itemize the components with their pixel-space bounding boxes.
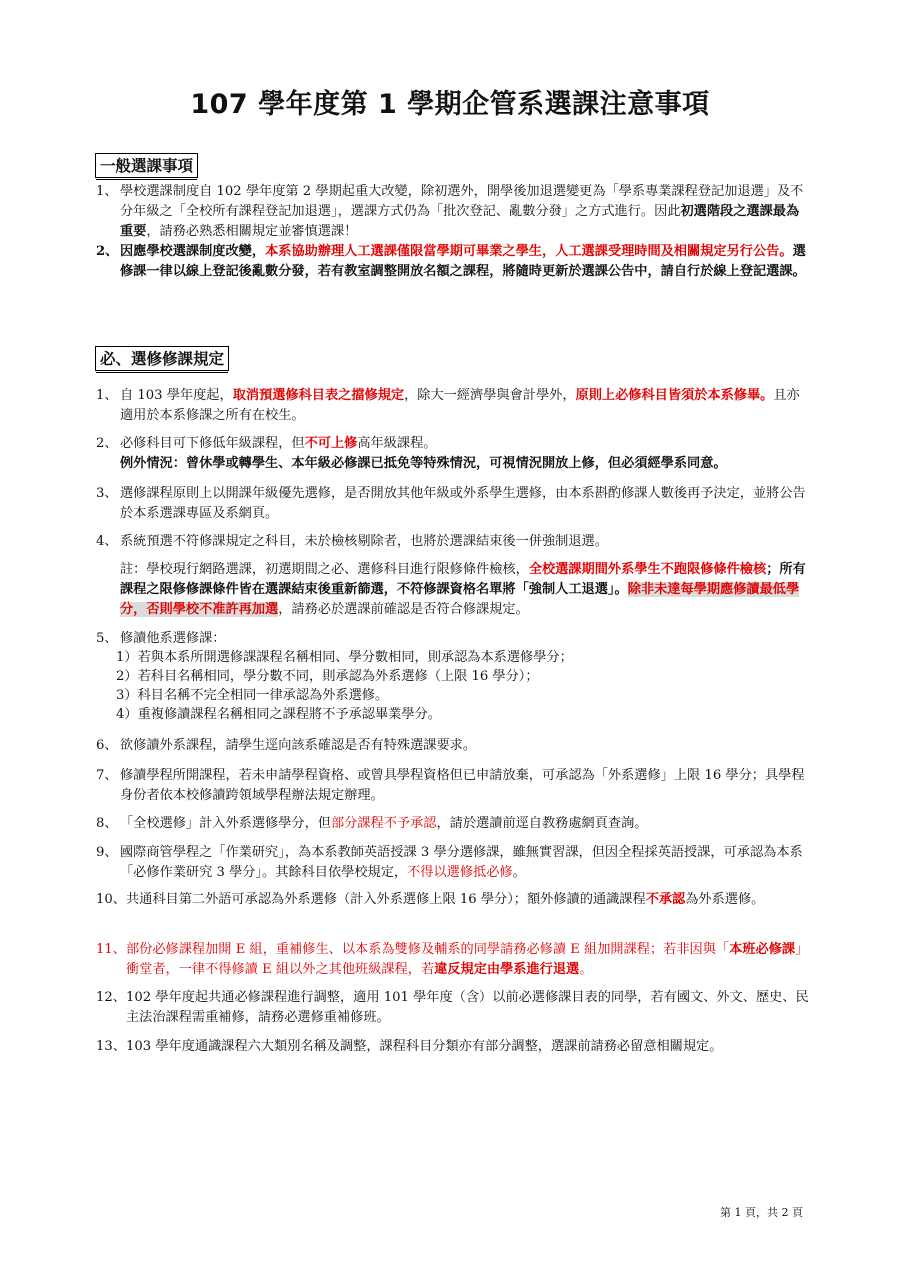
item-number: 10、 (96, 892, 126, 907)
item-text: 因應學校選課制度改變，本系協助辦理人工選課僅限當學期可畢業之學生，人工選課受理時間及相關規定另行公告。選修課一律以線上登記後亂數分發，若有教室調整開放名額之課程，將隨時更新於選課公告中，請自行於線上登記選課。 (120, 244, 806, 279)
list-item (96, 629, 811, 649)
item-number: 12、 (96, 990, 126, 1005)
item-number: 11、 (96, 942, 126, 957)
list-item (96, 242, 811, 282)
item-text: 國際商管學程之「作業研究」，為本系教師英語授課 3 學分選修課，雖無實習課，但因全程採英語授課，可承認為本系「必修作業研究 3 學分」。其餘科目依學校規定，不得以選修抵必修。 (120, 845, 803, 880)
item-text: 欲修讀外系課程，請學生逕向該系確認是否有特殊選課要求。 (120, 738, 477, 753)
item-text: 「全校選修」計入外系選修學分，但部分課程不予承認，請於選讀前逕自教務處網頁查詢。 (120, 816, 648, 831)
section-heading-general: 一般選課事項 (95, 153, 198, 178)
item-text: 修讀他系選修課： (120, 631, 226, 646)
list-item (96, 182, 811, 242)
item-number: 8、 (96, 816, 118, 831)
item-text: 共通科目第二外語可承認為外系選修（計入外系選修上限 16 學分）；額外修讀的通識課程不承認為外系選修。 (126, 892, 765, 907)
list-item (96, 988, 811, 1028)
page-footer: 第 1 頁，共 2 頁 (720, 1206, 803, 1219)
note-block: 註：學校現行網路選課，初選期間之必、選修科目進行限修條件檢核，全校選課期間外系學生不跑限修條件檢核；所有課程之限修修課條件皆在選課結束後重新篩選，不符修課資格名單將「強制人工退選」。除非未達每學期應修讀最低學分，否則學校不准許再加選，請務必於選課前確認是否符合修課規定。 (120, 562, 806, 617)
item-text: 學校選課制度自 102 學年度第 2 學期起重大改變，除初選外，開學後加退選變更為「學系專業課程登記加退選」及不分年級之「全校所有課程登記加退選」，選課方式仍為「批次登記、亂數分發」之方式進行。因此初選階段之選課最為重要，請務必熟悉相關規定並審慎選課！ (120, 184, 804, 239)
list-item (96, 532, 811, 552)
list-item (96, 843, 811, 883)
list-item (96, 736, 811, 756)
section-heading-rules: 必、選修修課規定 (95, 346, 229, 371)
sub-item: 3）科目名稱不完全相同一律承認為外系選修。 (116, 688, 389, 703)
item-number: 2、 (96, 436, 118, 451)
item-text: 系統預選不符修課規定之科目，未於檢核剔除者，也將於選課結束後一併強制退選。 (120, 534, 608, 549)
item-number: 1、 (96, 184, 118, 199)
list-item (96, 890, 811, 910)
item-number: 4、 (96, 534, 118, 549)
item-number: 3、 (96, 486, 118, 501)
item-number: 1、 (96, 388, 118, 403)
item-text: 必修科目可下修低年級課程，但不可上修高年級課程。 例外情況：曾休學或轉學生、本年級必修課已抵免等特殊情況，可視情況開放上修，但必須經學系同意。 (120, 436, 727, 471)
item-number: 6、 (96, 738, 118, 753)
page-title: 107 學年度第 1 學期企管系選課注意事項 (190, 89, 710, 120)
list-item (96, 434, 811, 474)
list-item (96, 386, 811, 426)
item-text: 自 103 學年度起，取消預選修科目表之擋修規定，除大一經濟學與會計學外，原則上必修科目皆須於本系修畢。且亦適用於本系修課之所有在校生。 (120, 388, 800, 423)
list-item (96, 1037, 811, 1057)
item-text: 選修課程原則上以開課年級優先選修，是否開放其他年級或外系學生選修，由本系斟酌修課人數後再予決定，並將公告於本系選課專區及系網頁。 (120, 486, 806, 521)
item-number: 7、 (96, 768, 118, 783)
list-item (96, 940, 811, 980)
sub-item: 4）重複修讀課程名稱相同之課程將不予承認畢業學分。 (116, 707, 441, 722)
sub-item: 2）若科目名稱相同，學分數不同，則承認為外系選修（上限 16 學分）； (116, 669, 539, 684)
item-text: 部份必修課程加開 E 組，重補修生、以本系為雙修及輔系的同學請務必修讀 E 組加開課程；若非因與「本班必修課」衝堂者，一律不得修讀 E 組以外之其他班級課程，若違反規定由學系進行退選。 (126, 942, 809, 977)
list-item (96, 484, 811, 524)
item-number: 13、 (96, 1039, 126, 1054)
item-text: 102 學年度起共通必修課程進行調整，適用 101 學年度（含）以前必選修課目表的同學，若有國文、外文、歷史、民主法治課程需重補修，請務必選修重補修班。 (126, 990, 809, 1025)
item-number: 2、 (96, 244, 119, 259)
list-item (96, 814, 811, 834)
item-number: 9、 (96, 845, 118, 860)
item-number: 5、 (96, 631, 118, 646)
list-item (96, 766, 811, 806)
sub-item: 1）若與本系所開選修課課程名稱相同、學分數相同，則承認為本系選修學分； (116, 650, 573, 665)
item-text: 103 學年度通識課程六大類別名稱及調整，課程科目分類亦有部分調整，選課前請務必留意相關規定。 (126, 1039, 723, 1054)
item-text: 修讀學程所開課程，若未申請學程資格、或曾具學程資格但已申請放棄，可承認為「外系選修」上限 16 學分；具學程身份者依本校修讀跨領域學程辦法規定辦理。 (120, 768, 805, 803)
